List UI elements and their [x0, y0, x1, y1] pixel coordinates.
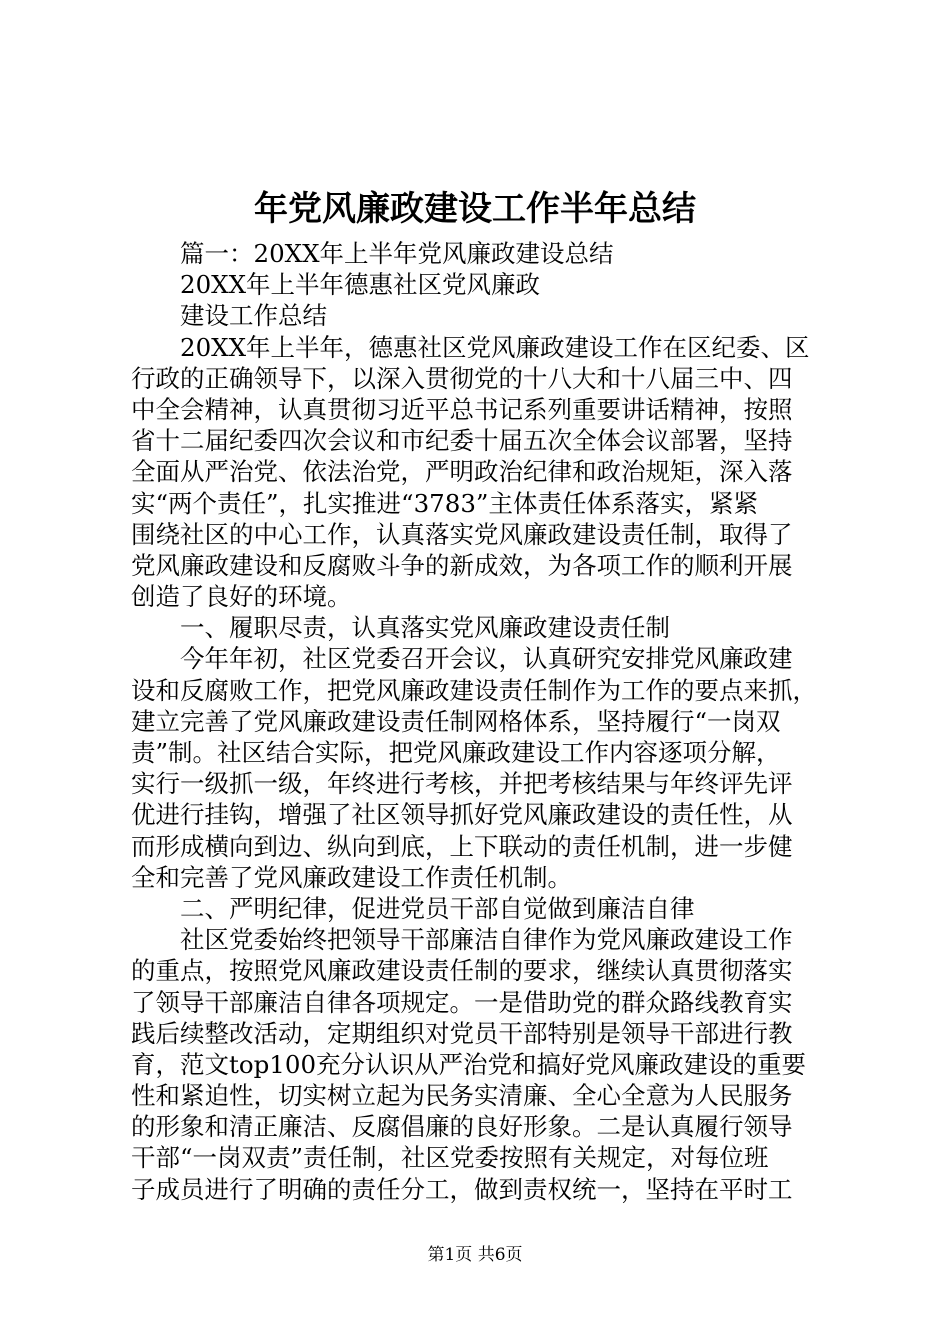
text-line: 干部“一岗双责”责任制，社区党委按照有关规定，对每位班 [131, 1143, 769, 1173]
text-line: 设和反腐败工作，把党风廉政建设责任制作为工作的要点来抓， [131, 675, 817, 705]
document-body [131, 238, 831, 1205]
text-line: 的形象和清正廉洁、反腐倡廉的良好形象。二是认真履行领导 [131, 1112, 793, 1142]
text-line: 篇一：20XX年上半年党风廉政建设总结 [180, 239, 614, 268]
text-line: 的重点，按照党风廉政建设责任制的要求，继续认真贯彻落实 [131, 956, 793, 986]
text-line: 而形成横向到边、纵向到底，上下联动的责任机制，进一步健 [131, 831, 793, 861]
text-line: 践后续整改活动，定期组织对党员干部特别是领导干部进行教 [131, 1018, 793, 1048]
text-line: 党风廉政建设和反腐败斗争的新成效，为各项工作的顺利开展 [131, 550, 793, 580]
text-line: 中全会精神，认真贯彻习近平总书记系列重要讲话精神，按照 [131, 394, 793, 424]
text-line: 建设工作总结 [180, 301, 327, 331]
page-footer: 第1页 共6页 [427, 1245, 523, 1265]
text-line: 20XX年上半年德惠社区党风廉政 [180, 270, 541, 300]
text-line: 社区党委始终把领导干部廉洁自律作为党风廉政建设工作 [180, 925, 793, 955]
text-line: 行政的正确领导下，以深入贯彻党的十八大和十八届三中、四 [131, 363, 793, 393]
text-line: 全和完善了党风廉政建设工作责任机制。 [131, 862, 572, 892]
document-title: 年党风廉政建设工作半年总结 [254, 189, 696, 229]
text-line: 省十二届纪委四次会议和市纪委十届五次全体会议部署，坚持 [131, 426, 793, 456]
text-line: 创造了良好的环境。 [131, 582, 352, 612]
text-line: 实“两个责任”，扎实推进“3783”主体责任体系落实，紧紧 [131, 488, 758, 518]
text-line: 责”制。社区结合实际，把党风廉政建设工作内容逐项分解， [131, 738, 781, 767]
text-line: 20XX年上半年，德惠社区党风廉政建设工作在区纪委、区 [180, 332, 810, 362]
text-line: 二、严明纪律，促进党员干部自觉做到廉洁自律 [180, 893, 695, 923]
text-line: 了领导干部廉洁自律各项规定。一是借助党的群众路线教育实 [131, 987, 793, 1017]
text-line: 子成员进行了明确的责任分工，做到责权统一，坚持在平时工 [131, 1174, 793, 1204]
text-line: 优进行挂钩，增强了社区领导抓好党风廉政建设的责任性，从 [131, 800, 793, 830]
text-line: 性和紧迫性，切实树立起为民务实清廉、全心全意为人民服务 [131, 1081, 793, 1111]
text-line: 一、履职尽责，认真落实党风廉政建设责任制 [180, 613, 670, 643]
text-line: 建立完善了党风廉政建设责任制网格体系，坚持履行“一岗双 [131, 706, 781, 736]
text-line: 围绕社区的中心工作，认真落实党风廉政建设责任制，取得了 [131, 519, 793, 549]
text-line: 全面从严治党、依法治党，严明政治纪律和政治规矩，深入落 [131, 457, 793, 487]
text-line: 实行一级抓一级，年终进行考核，并把考核结果与年终评先评 [131, 769, 793, 799]
text-line: 育，范文top100充分认识从严治党和搞好党风廉政建设的重要 [131, 1049, 807, 1079]
text-line: 今年年初，社区党委召开会议，认真研究安排党风廉政建 [180, 644, 793, 674]
